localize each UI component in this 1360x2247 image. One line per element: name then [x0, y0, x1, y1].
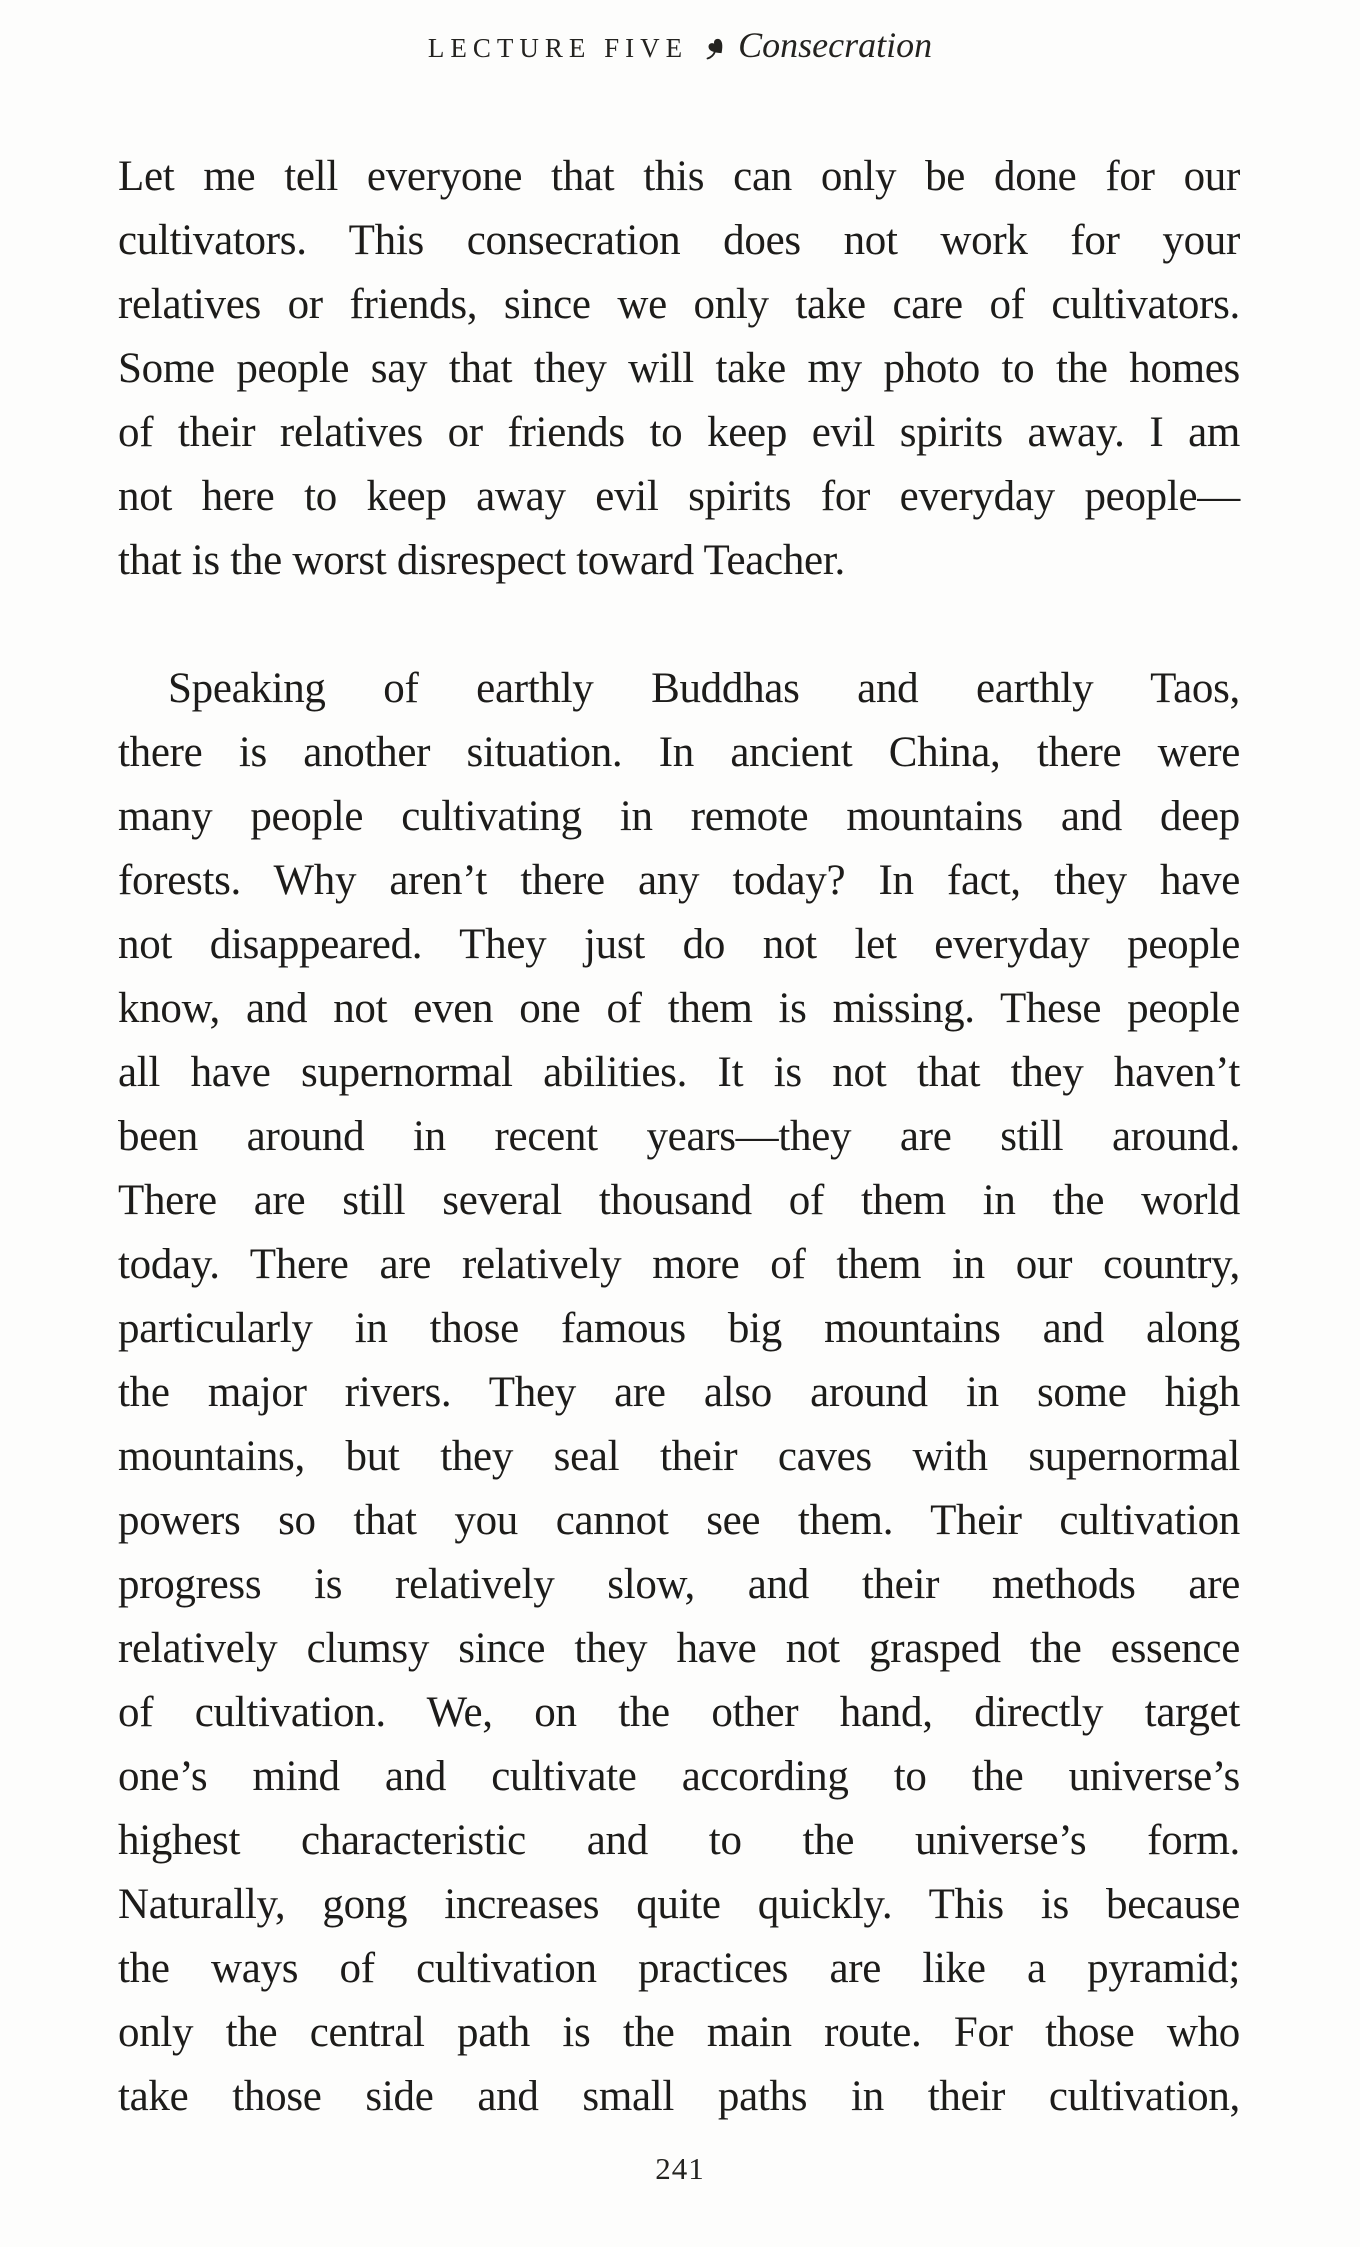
- text-line: mountains, but they seal their caves with supernormal: [118, 1433, 1240, 1480]
- text-line: of their relatives or friends to keep evil spirits away. I am: [118, 409, 1240, 456]
- text-line: take those side and small paths in their cultivation,: [118, 2073, 1240, 2120]
- page-body: [118, 145, 1240, 2129]
- text-line: there is another situation. In ancient China, there were: [118, 729, 1240, 776]
- text-line: forests. Why aren’t there any today? In fact, they have: [118, 857, 1240, 904]
- paragraph: [118, 145, 1240, 593]
- text-line: relatively clumsy since they have not grasped the essence: [118, 1625, 1240, 1672]
- text-line: Speaking of earthly Buddhas and earthly Taos,: [168, 665, 1240, 712]
- text-line: Some people say that they will take my photo to the homes: [118, 345, 1240, 392]
- text-line: today. There are relatively more of them in our country,: [118, 1241, 1240, 1288]
- text-line: that is the worst disrespect toward Teacher.: [118, 537, 845, 584]
- text-line: many people cultivating in remote mountains and deep: [118, 793, 1240, 840]
- text-line: only the central path is the main route. For those who: [118, 2009, 1240, 2056]
- chapter-title: Consecration: [738, 25, 933, 65]
- running-header: [0, 24, 1360, 66]
- text-line: cultivators. This consecration does not work for your: [118, 217, 1240, 264]
- text-line: progress is relatively slow, and their methods are: [118, 1561, 1240, 1608]
- page-number: 241: [655, 2151, 705, 2186]
- text-line: Naturally, gong increases quite quickly. This is because: [118, 1881, 1240, 1928]
- paragraph: [118, 657, 1240, 2129]
- text-line: one’s mind and cultivate according to the universe’s: [118, 1753, 1240, 1800]
- hedera-ornament-icon: [704, 34, 728, 65]
- text-line: been around in recent years—they are still around.: [118, 1113, 1240, 1160]
- text-line: relatives or friends, since we only take care of cultivators.: [118, 281, 1240, 328]
- text-line: not here to keep away evil spirits for everyday people—: [118, 473, 1240, 520]
- text-line: not disappeared. They just do not let everyday people: [118, 921, 1240, 968]
- lecture-label: LECTURE FIVE: [427, 33, 689, 63]
- text-line: highest characteristic and to the universe’s form.: [118, 1817, 1240, 1864]
- text-line: the major rivers. They are also around in some high: [118, 1369, 1240, 1416]
- text-line: all have supernormal abilities. It is not that they haven’t: [118, 1049, 1240, 1096]
- text-line: Let me tell everyone that this can only be done for our: [118, 153, 1240, 200]
- text-line: the ways of cultivation practices are like a pyramid;: [118, 1945, 1240, 1992]
- text-line: of cultivation. We, on the other hand, directly target: [118, 1689, 1240, 1736]
- text-line: particularly in those famous big mountains and along: [118, 1305, 1240, 1352]
- text-line: There are still several thousand of them in the world: [118, 1177, 1240, 1224]
- text-line: know, and not even one of them is missing. These people: [118, 985, 1240, 1032]
- text-line: powers so that you cannot see them. Their cultivation: [118, 1497, 1240, 1544]
